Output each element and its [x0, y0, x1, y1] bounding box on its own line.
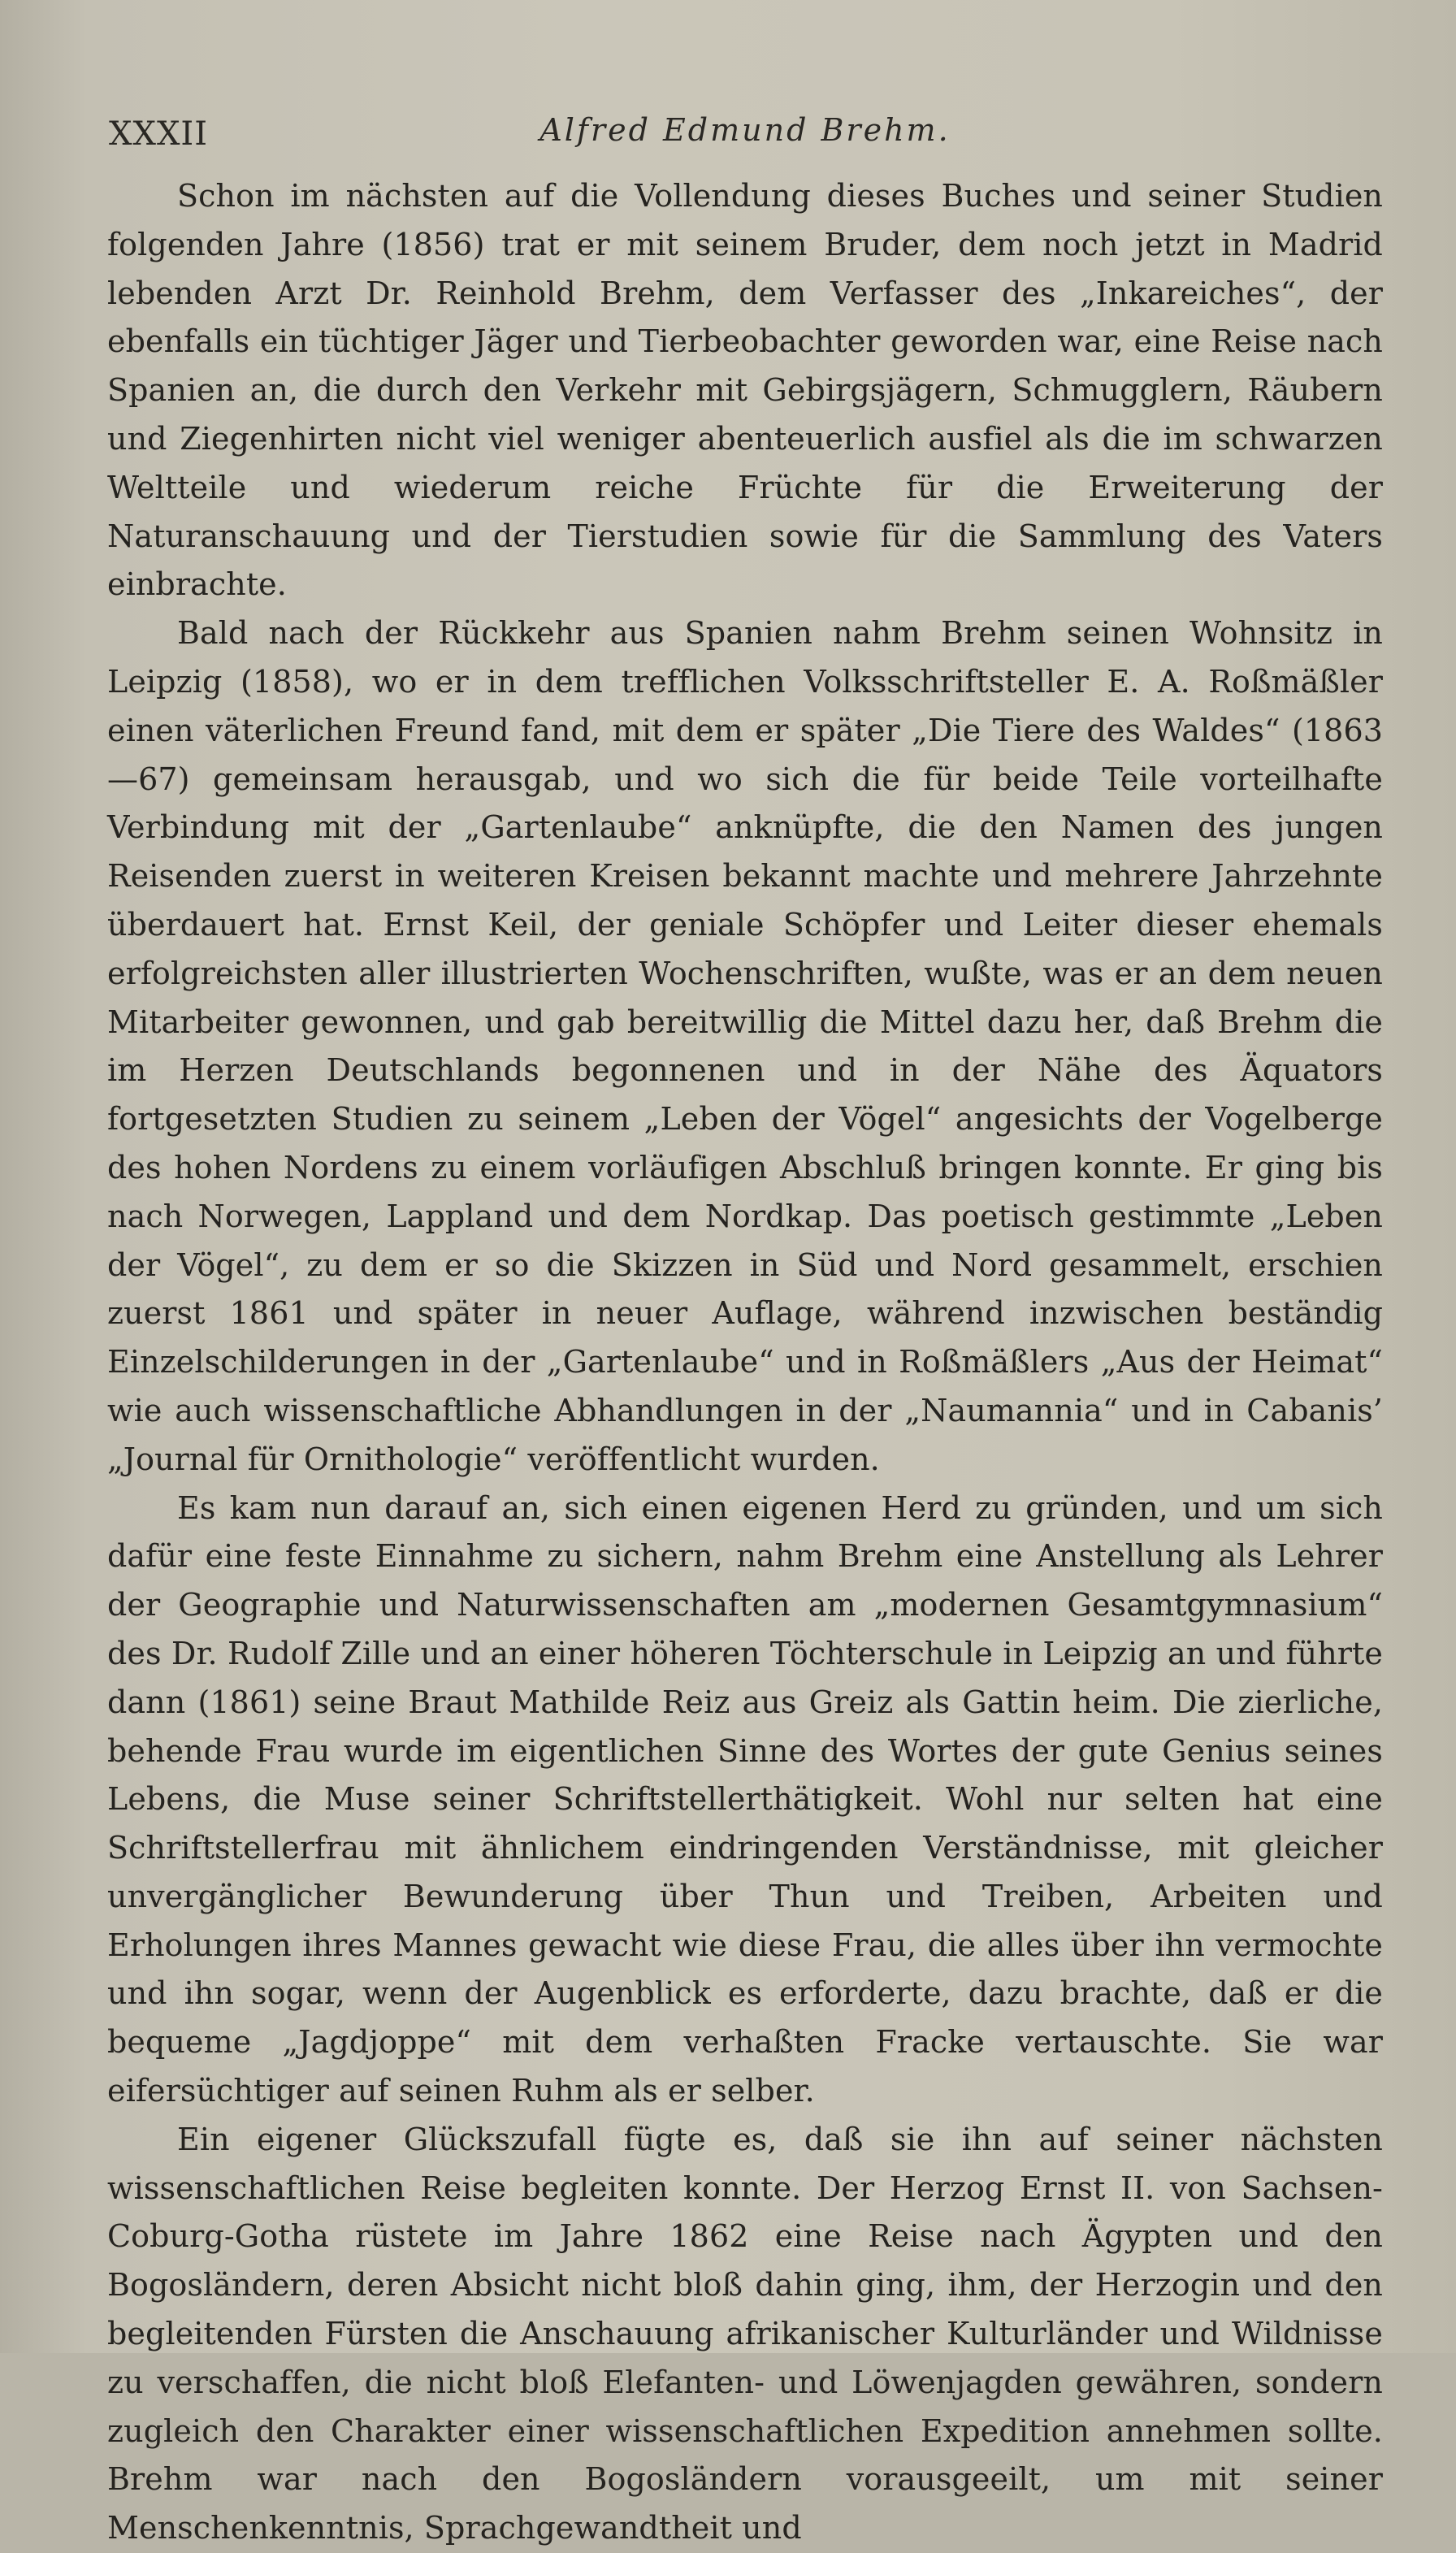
running-title: Alfred Edmund Brehm. [540, 112, 951, 148]
paragraph-4: Ein eigener Glückszufall fügte es, daß sie ihn auf seiner nächsten wissenschaftlichen Reise begleiten konnte. Der Herzog Ernst II. von Sachsen-Coburg-Gotha rüstete im Jahre 1862 eine Reise nach Ägypten und den Bogosländern, deren Absicht nicht bloß dahin ging, ihm, der Herzogin und den begleitenden Fürsten die Anschauung afrikanischer Kulturländer und Wildnisse zu verschaffen, die nicht bloß Elefanten- und Löwenjagden gewähren, sondern zugleich den Charakter einer wissenschaftlichen Expedition annehmen sollte. Brehm war nach den Bogosländern vorausgeeilt, um mit seiner Menschenkenntnis, Sprachgewandtheit und [107, 2121, 1383, 2546]
page-number: XXXII [109, 115, 209, 153]
page-header [109, 112, 1381, 161]
paragraph-1: Schon im nächsten auf die Vollendung dieses Buches und seiner Studien folgenden Jahre (1856) trat er mit seinem Bruder, dem noch jetzt in Madrid lebenden Arzt Dr. Reinhold Brehm, dem Verfasser des „Inkareiches“, der ebenfalls ein tüchtiger Jäger und Tierbeobachter geworden war, eine Reise nach Spanien an, die durch den Verkehr mit Gebirgsjägern, Schmugglern, Räubern und Ziegenhirten nicht viel weniger abenteuerlich ausfiel als die im schwarzen Weltteile und wiederum reiche Früchte für die Erweiterung der Naturanschauung und der Tierstudien sowie für die Sammlung des Vaters einbrachte. [107, 178, 1383, 603]
paragraph-2: Bald nach der Rückkehr aus Spanien nahm Brehm seinen Wohnsitz in Leipzig (1858), wo er in dem trefflichen Volksschriftsteller E. A. Roßmäßler einen väterlichen Freund fand, mit dem er später „Die Tiere des Waldes“ (1863—67) gemeinsam herausgab, und wo sich die für beide Teile vorteilhafte Verbindung mit der „Gartenlaube“ anknüpfte, die den Namen des jungen Reisenden zuerst in weiteren Kreisen bekannt machte und mehrere Jahrzehnte überdauert hat. Ernst Keil, der geniale Schöpfer und Leiter dieser ehemals erfolgreichsten aller illustrierten Wochenschriften, wußte, was er an dem neuen Mitarbeiter gewonnen, und gab bereitwillig die Mittel dazu her, daß Brehm die im Herzen Deutschlands begonnenen und in der Nähe des Äquators fortgesetzten Studien zu seinem „Leben der Vögel“ angesichts der Vogelberge des hohen Nordens zu einem vorläufigen Abschluß bringen konnte. Er ging bis nach Norwegen, Lappland und dem Nordkap. Das poetisch gestimmte „Leben der Vögel“, zu dem er so die Skizzen in Süd und Nord gesammelt, erschien zuerst 1861 und später in neuer Auflage, während inzwischen beständig Einzelschilderungen in der „Gartenlaube“ und in Roßmäßlers „Aus der Heimat“ wie auch wissenschaftliche Abhandlungen in der „Naumannia“ und in Cabanis’ „Journal für Ornithologie“ veröffentlicht wurden. [107, 615, 1383, 1477]
paragraph-3: Es kam nun darauf an, sich einen eigenen Herd zu gründen, und um sich dafür eine feste Einnahme zu sichern, nahm Brehm eine Anstellung als Lehrer der Geographie und Naturwissenschaften am „modernen Gesamtgymnasium“ des Dr. Rudolf Zille und an einer höheren Töchterschule in Leipzig an und führte dann (1861) seine Braut Mathilde Reiz aus Greiz als Gattin heim. Die zierliche, behende Frau wurde im eigentlichen Sinne des Wortes der gute Genius seines Lebens, die Muse seiner Schriftstellerthätigkeit. Wohl nur selten hat eine Schriftstellerfrau mit ähnlichem eindringenden Verständnisse, mit gleicher unvergänglicher Bewunderung über Thun und Treiben, Arbeiten und Erholungen ihres Mannes gewacht wie diese Frau, die alles über ihn vermochte und ihn sogar, wenn der Augenblick es erforderte, dazu brachte, daß er die bequeme „Jagdjoppe“ mit dem verhaßten Fracke vertauschte. Sie war eifersüchtiger auf seinen Ruhm als er selber. [107, 1489, 1383, 2109]
body-text [107, 172, 1383, 2553]
